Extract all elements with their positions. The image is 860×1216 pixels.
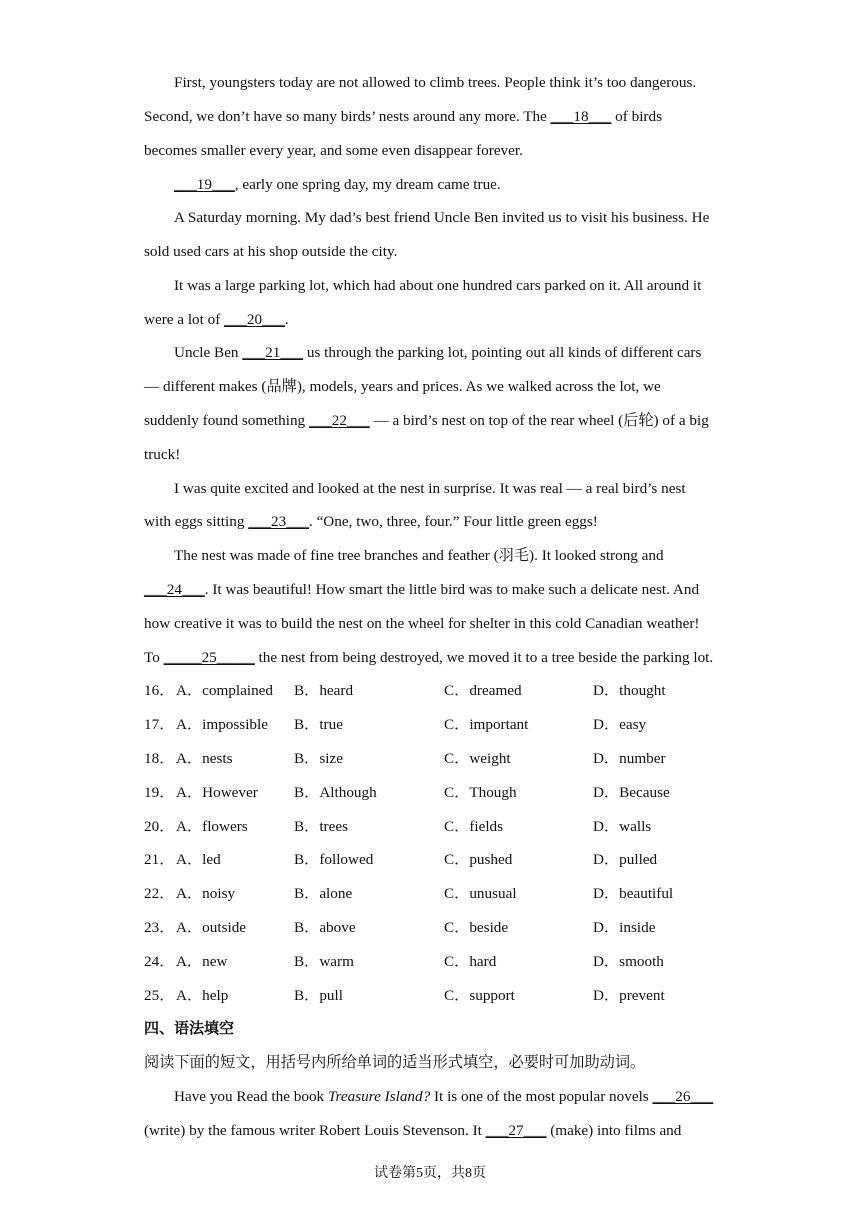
- passage-line: ___19___, early one spring day, my dream came true.: [174, 176, 501, 193]
- blank-20: ___20___: [224, 311, 285, 328]
- passage-line: sold used cars at his shop outside the city.: [144, 243, 398, 260]
- blank-25: _____25_____: [163, 649, 255, 666]
- blank-24: ___24___: [144, 581, 205, 598]
- blank-21: ___21___: [242, 344, 304, 361]
- passage-line: The nest was made of fine tree branches and feather (羽毛). It looked strong and: [174, 547, 664, 564]
- option-b[interactable]: B．pull: [294, 987, 343, 1004]
- option-a[interactable]: A．However: [176, 784, 258, 801]
- option-a[interactable]: A．new: [176, 953, 228, 970]
- question-number: 16．: [144, 682, 175, 699]
- option-d[interactable]: D．Because: [593, 784, 670, 801]
- option-b[interactable]: B．Although: [294, 784, 377, 801]
- question-number: 17．: [144, 716, 175, 733]
- question-number: 24．: [144, 953, 175, 970]
- option-b[interactable]: B．above: [294, 919, 356, 936]
- passage-line: Have you Read the book Treasure Island? It is one of the most popular novels ___26___: [174, 1088, 714, 1105]
- option-d[interactable]: D．smooth: [593, 953, 664, 970]
- question-19-options: [144, 783, 744, 803]
- option-c[interactable]: C．Though: [444, 784, 517, 801]
- blank-27: ___27___: [485, 1122, 547, 1139]
- question-20-options: [144, 817, 744, 837]
- option-c[interactable]: C．beside: [444, 919, 509, 936]
- question-number: 22．: [144, 885, 175, 902]
- passage-line: becomes smaller every year, and some even disappear forever.: [144, 142, 523, 159]
- passage-line: It was a large parking lot, which had about one hundred cars parked on it. All around it: [174, 277, 702, 294]
- question-17-options: [144, 715, 744, 735]
- section-heading: 四、语法填空: [144, 1021, 235, 1037]
- question-16-options: [144, 681, 744, 701]
- option-a[interactable]: A．help: [176, 987, 229, 1004]
- passage-line: suddenly found something ___22___ — a bird’s nest on top of the rear wheel (后轮) of a big: [144, 412, 709, 429]
- question-number: 20．: [144, 818, 175, 835]
- page-footer: 试卷第5页，共8页: [374, 1166, 486, 1181]
- option-c[interactable]: C．weight: [444, 750, 511, 767]
- option-c[interactable]: C．support: [444, 987, 515, 1004]
- option-d[interactable]: D．number: [593, 750, 666, 767]
- blank-22: ___22___: [308, 412, 370, 429]
- option-d[interactable]: D．thought: [593, 682, 666, 699]
- question-23-options: [144, 918, 744, 938]
- blank-23: ___23___: [248, 513, 309, 530]
- passage-line: To _____25_____ the nest from being destroyed, we moved it to a tree beside the parking lot.: [144, 649, 714, 666]
- passage-line: A Saturday morning. My dad’s best friend Uncle Ben invited us to visit his business. He: [174, 209, 710, 226]
- option-c[interactable]: C．hard: [444, 953, 497, 970]
- question-number: 23．: [144, 919, 175, 936]
- option-b[interactable]: B．size: [294, 750, 343, 767]
- passage-line: ___24___. It was beautiful! How smart the little bird was to make such a delicate nest. And: [144, 581, 700, 598]
- passage-line: Second, we don’t have so many birds’ nests around any more. The ___18___ of birds: [144, 108, 662, 125]
- passage-line: — different makes (品牌), models, years and prices. As we walked across the lot, we: [144, 378, 661, 395]
- option-d[interactable]: D．walls: [593, 818, 652, 835]
- section-instruction: 阅读下面的短文，用括号内所给单词的适当形式填空，必要时可加助动词。: [144, 1054, 646, 1071]
- option-a[interactable]: A．complained: [176, 682, 274, 699]
- book-title: Treasure Island?: [327, 1088, 431, 1105]
- option-c[interactable]: C．dreamed: [444, 682, 522, 699]
- option-b[interactable]: B．true: [294, 716, 343, 733]
- option-a[interactable]: A．noisy: [176, 885, 236, 902]
- question-number: 19．: [144, 784, 175, 801]
- question-number: 25．: [144, 987, 175, 1004]
- option-b[interactable]: B．warm: [294, 953, 354, 970]
- passage-line: were a lot of ___20___.: [144, 311, 289, 328]
- passage-line: truck!: [144, 446, 181, 463]
- option-d[interactable]: D．prevent: [593, 987, 665, 1004]
- question-number: 18．: [144, 750, 175, 767]
- option-b[interactable]: B．alone: [294, 885, 353, 902]
- blank-26: ___26___: [652, 1088, 714, 1105]
- option-b[interactable]: B．followed: [294, 851, 374, 868]
- option-a[interactable]: A．nests: [176, 750, 233, 767]
- option-a[interactable]: A．outside: [176, 919, 247, 936]
- option-a[interactable]: A．flowers: [176, 818, 248, 835]
- blank-19: ___19___: [174, 176, 235, 193]
- passage-line: Uncle Ben ___21___ us through the parking lot, pointing out all kinds of different cars: [174, 344, 702, 361]
- option-d[interactable]: D．inside: [593, 919, 656, 936]
- passage-line: how creative it was to build the nest on the wheel for shelter in this cold Canadian weather!: [144, 615, 700, 632]
- passage-line: with eggs sitting ___23___. “One, two, three, four.” Four little green eggs!: [144, 513, 598, 530]
- question-number: 21．: [144, 851, 175, 868]
- option-c[interactable]: C．pushed: [444, 851, 513, 868]
- question-24-options: [144, 952, 744, 972]
- option-d[interactable]: D．beautiful: [593, 885, 674, 902]
- question-25-options: [144, 986, 744, 1006]
- option-a[interactable]: A．led: [176, 851, 221, 868]
- option-c[interactable]: C．fields: [444, 818, 504, 835]
- question-21-options: [144, 850, 744, 870]
- passage-line: I was quite excited and looked at the nest in surprise. It was real — a real bird’s nest: [174, 480, 686, 497]
- question-18-options: [144, 749, 744, 769]
- passage-line: First, youngsters today are not allowed to climb trees. People think it’s too dangerous.: [174, 74, 697, 91]
- option-d[interactable]: D．pulled: [593, 851, 658, 868]
- option-c[interactable]: C．unusual: [444, 885, 517, 902]
- option-a[interactable]: A．impossible: [176, 716, 268, 733]
- option-c[interactable]: C．important: [444, 716, 529, 733]
- option-b[interactable]: B．trees: [294, 818, 348, 835]
- passage-line: (write) by the famous writer Robert Louis Stevenson. It ___27___ (make) into films and: [144, 1122, 682, 1139]
- option-b[interactable]: B．heard: [294, 682, 354, 699]
- question-22-options: [144, 884, 744, 904]
- option-d[interactable]: D．easy: [593, 716, 647, 733]
- blank-18: ___18___: [550, 108, 612, 125]
